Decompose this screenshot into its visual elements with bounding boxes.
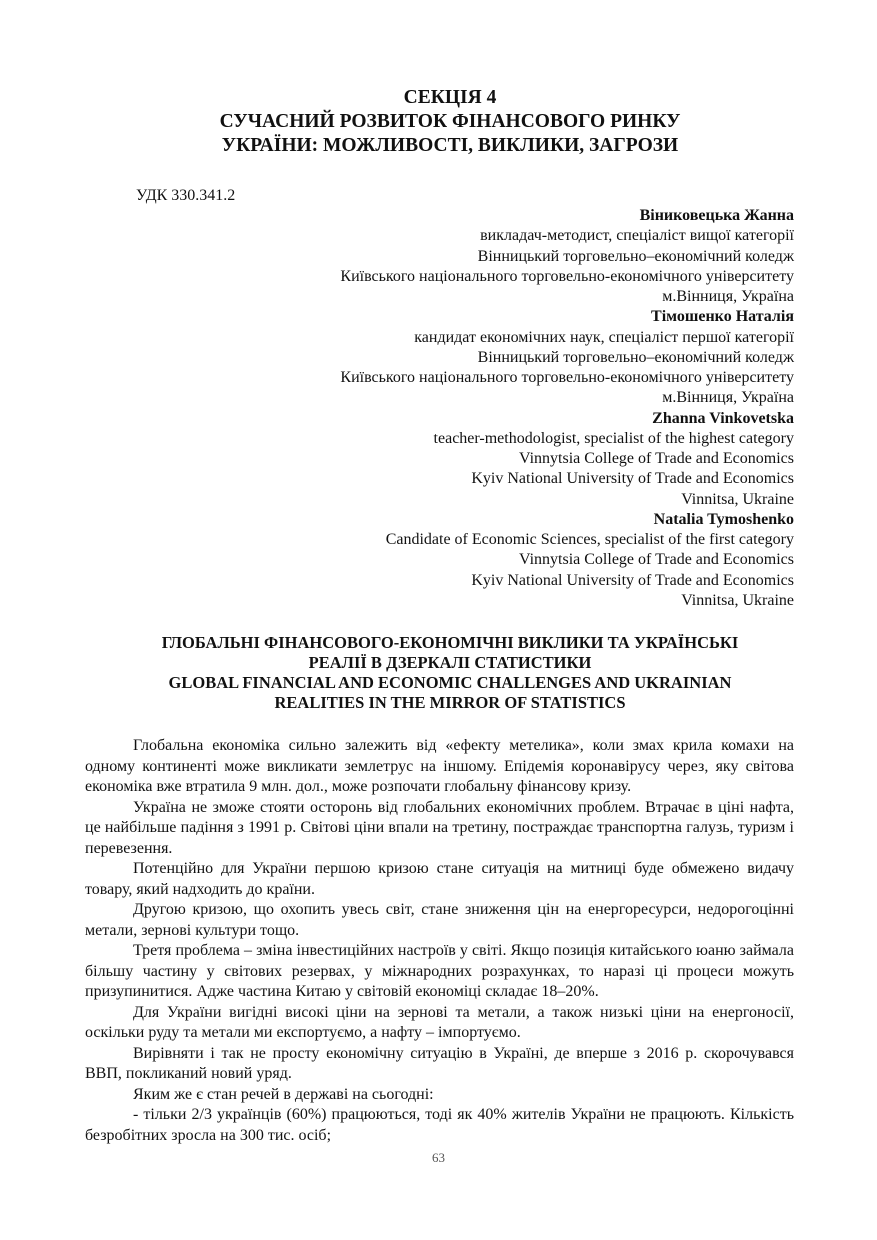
author-affiliation-line: Vinnitsa, Ukraine [681, 591, 794, 609]
author-affiliation-line: викладач-методист, спеціаліст вищої категорії [480, 227, 794, 245]
article-body [85, 736, 794, 1146]
body-paragraph: Для України вигідні високі ціни на зернові та метали, а також низькі ціни на енергоносії, оскільки руду та метали ми експортуємо, а нафту – імпортуємо. [85, 1003, 794, 1041]
body-paragraph: Вирівняти і так не просту економічну ситуацію в Україні, де вперше з 2016 р. скорочувався ВВП, покликаний новий уряд. [85, 1044, 794, 1082]
body-paragraph: Україна не зможе стояти осторонь від глобальних економічних проблем. Втрачає в ціні нафта, це найбільше падіння з 1991 р. Світові ціни впали на третину, постраждає транспортна галузь, туризм і перевезення. [85, 798, 794, 857]
body-paragraph: Яким же є стан речей в державі на сьогодні: [133, 1085, 434, 1103]
author-affiliation-line: кандидат економічних наук, спеціаліст першої категорії [414, 328, 794, 346]
author-name: Natalia Tymoshenko [653, 510, 794, 528]
author-affiliation-line: Київського національного торговельно-економічного університету [340, 369, 794, 386]
article-title [90, 633, 810, 713]
body-paragraph: Потенційно для України першою кризою стане ситуація на митниці буде обмежено видачу товару, який надходить до країни. [85, 860, 794, 898]
section-number: СЕКЦІЯ 4 [403, 87, 497, 108]
author-affiliation-line: Vinnytsia College of Trade and Economics [519, 551, 794, 569]
author-affiliation-line: Vinnytsia College of Trade and Economics [519, 450, 794, 467]
author-name: Віниковецька Жанна [639, 207, 794, 224]
body-paragraph: Глобальна економіка сильно залежить від «ефекту метелика», коли змах крила комахи на одному континенті може викликати землетрус на іншому. Епідемія коронавірусу через, яку світова економіка вже втратила 9 млн. дол., може розпочати глобальну фінансову кризу. [85, 737, 794, 795]
body-paragraph: - тільки 2/3 українців (60%) працюються, тоді як 40% жителів України не працюють. Кількість безробітних зросла на 300 тис. осіб; [85, 1106, 794, 1144]
author-affiliation-line: teacher-methodologist, specialist of the highest category [433, 429, 794, 447]
author-affiliation-line: м.Вінниця, Україна [662, 288, 794, 305]
author-affiliation-line: Вінницький торговельно–економічний коледж [477, 348, 794, 366]
author-affiliation-line: Київського національного торговельно-економічного університету [340, 267, 794, 285]
body-paragraph: Третя проблема – зміна інвестиційних настроїв у світі. Якщо позиція китайського юаню займала більшу частину у світових резервах, у міжнародних розрахунках, то наразі ці процеси можуть призупинитися. Адже частина Китаю у світовій економіці складає 18–20%. [85, 942, 794, 1000]
article-title-line: REALITIES IN THE MIRROR OF STATISTICS [274, 693, 626, 712]
author-affiliation-line: Вінницький торговельно–економічний коледж [477, 247, 794, 265]
author-affiliation-line: Vinnitsa, Ukraine [681, 490, 794, 508]
author-affiliation-line: Candidate of Economic Sciences, specialist of the first category [385, 531, 794, 548]
page-number: 63 [432, 1150, 445, 1165]
author-block [154, 206, 794, 611]
author-affiliation-line: м.Вінниця, Україна [662, 389, 794, 407]
author-affiliation-line: Kyiv National University of Trade and Economics [471, 571, 794, 589]
article-title-line: ГЛОБАЛЬНІ ФІНАНСОВОГО-ЕКОНОМІЧНІ ВИКЛИКИ ТА УКРАЇНСЬКІ [161, 633, 739, 652]
section-title-line: УКРАЇНИ: МОЖЛИВОСТІ, ВИКЛИКИ, ЗАГРОЗИ [221, 135, 679, 156]
article-title-line: GLOBAL FINANCIAL AND ECONOMIC CHALLENGES AND UKRAINIAN [168, 673, 732, 692]
body-paragraph: Другою кризою, що охопить увесь світ, стане зниження цін на енергоресурси, недорогоцінні метали, зернові культури тощо. [85, 901, 794, 939]
author-name: Zhanna Vinkovetska [652, 409, 794, 427]
article-title-line: РЕАЛІЇ В ДЗЕРКАЛІ СТАТИСТИКИ [308, 653, 592, 672]
udk-code: УДК 330.341.2 [136, 187, 236, 204]
author-affiliation-line: Kyiv National University of Trade and Economics [471, 470, 794, 488]
author-name: Тімошенко Наталія [651, 308, 794, 326]
section-title-line: СУЧАСНИЙ РОЗВИТОК ФІНАНСОВОГО РИНКУ [219, 111, 681, 132]
section-heading [80, 86, 820, 158]
